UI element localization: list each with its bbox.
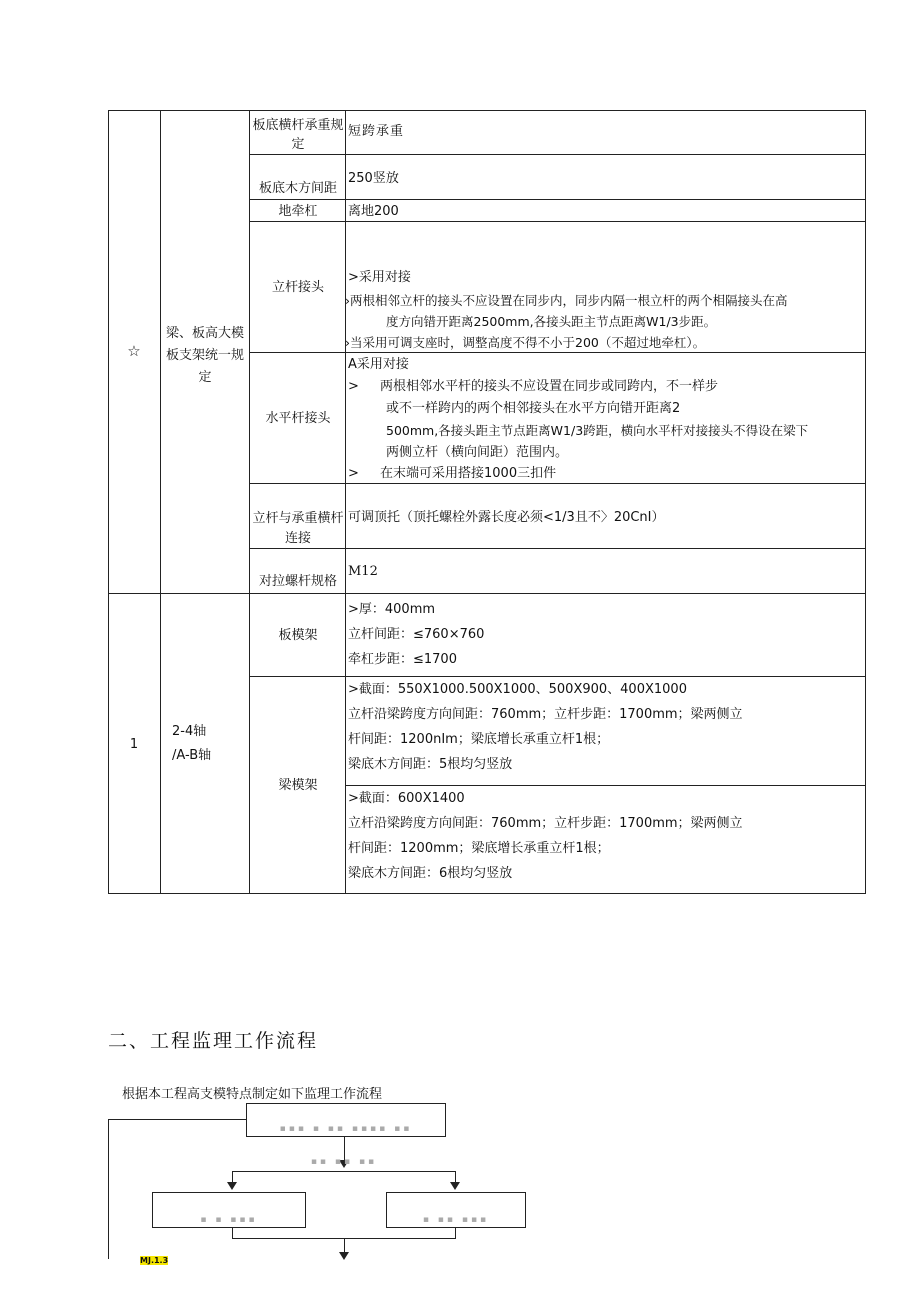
rule (249, 199, 866, 200)
rule (249, 676, 866, 677)
content-beam-b-4: 梁底木方间距：6根均匀竖放 (348, 866, 513, 881)
content-horizontal-joint-1: A采用对接 (348, 357, 409, 372)
rule (249, 483, 866, 484)
rule (108, 593, 866, 594)
item-pole-joint: 立杆接头 (271, 280, 324, 295)
content-beam-b-1: >截面：600X1400 (348, 791, 465, 806)
content-beam-a-1: >截面：550X1000.500X1000、500X900、400X1000 (348, 682, 687, 697)
item-ground-bar: 地牵杠 (278, 204, 318, 219)
flow-box-left (152, 1192, 306, 1228)
content-beam-b-3: 杆间距：1200mm；梁底增长承重立杆1根； (348, 841, 610, 856)
item-board-crossbar: 板底横杆承重规定 (252, 118, 344, 152)
flow-arrow-head (227, 1182, 237, 1190)
section1-marker: ☆ (127, 342, 141, 360)
feedback-line-top (108, 1119, 246, 1120)
content-ground-bar: 离地200 (348, 204, 399, 219)
rule (108, 110, 866, 111)
intro-text: 根据本工程高支模特点制定如下监理工作流程 (122, 1087, 383, 1102)
rule (345, 110, 346, 894)
content-horizontal-joint-5: 500mm,各接头距主节点距离W1/3跨距，横向水平杆对接接头不得设在梁下 (386, 423, 809, 438)
item-board-formwork: 板模架 (278, 628, 318, 643)
content-board-formwork-2: 立杆间距：≤760×760 (348, 627, 485, 642)
faded-label: ▪▪▪ ▪ ▪▪ ▪▪▪▪ ▪▪ (279, 1124, 413, 1134)
content-beam-a-4: 梁底木方间距：5根均匀竖放 (348, 757, 513, 772)
content-horizontal-joint-2: > (348, 379, 359, 394)
section2-marker: 1 (129, 737, 139, 752)
flow-box-right (386, 1192, 526, 1228)
section-heading: 二、工程监理工作流程 (108, 1030, 319, 1052)
content-board-formwork-1: >厚：400mm (348, 602, 436, 617)
rule (249, 221, 866, 222)
rule (108, 110, 109, 894)
rule (249, 154, 866, 155)
content-horizontal-joint-3: 两根相邻水平杆的接头不应设置在同步或同跨内，不一样步 (380, 379, 719, 394)
flow-branch-line (232, 1171, 456, 1172)
faded-label: ▪▪ ▪▪ ▪▪ (310, 1157, 378, 1167)
section1-category: 梁、板高大模板支架统一规定 (166, 326, 245, 385)
content-beam-a-2: 立杆沿梁跨度方向间距：760mm；立杆步距：1700mm；梁两侧立 (348, 707, 743, 722)
content-horizontal-joint-4: 或不一样跨内的两个相邻接头在水平方向错开距离2 (386, 401, 681, 416)
flow-merge-right (455, 1227, 456, 1239)
content-beam-a-3: 杆间距：1200nIm；梁底增长承重立杆1根； (348, 732, 610, 747)
footer-mark (140, 1256, 168, 1265)
content-pole-crossbar-connection: 可调顶托（顶托螺栓外露长度必须<1/3且不〉20CnI） (348, 510, 665, 525)
flow-arrow-head (450, 1182, 460, 1190)
rule (160, 110, 161, 894)
faded-label: ▪ ▪ ▪▪▪ (200, 1215, 258, 1225)
rule (249, 352, 866, 353)
content-beam-b-2: 立杆沿梁跨度方向间距：760mm；立杆步距：1700mm；梁两侧立 (348, 816, 743, 831)
flow-box-top (246, 1103, 446, 1137)
rule (249, 110, 250, 894)
content-board-formwork-3: 牵杠步距：≤1700 (348, 652, 457, 667)
rule (345, 785, 866, 786)
section2-category-line1: 2-4轴 (172, 724, 207, 739)
rule (108, 893, 866, 894)
rule (865, 110, 866, 894)
content-pole-joint-1: >采用对接 (348, 270, 411, 285)
content-horizontal-joint-8: 在末端可采用搭接1000三扣件 (380, 466, 557, 481)
content-board-timber-spacing: 250竖放 (348, 171, 399, 186)
content-tie-bolt-spec: M12 (348, 564, 378, 579)
item-pole-crossbar-connection: 立杆与承重横杆连接 (252, 511, 344, 546)
flow-arrow-head (339, 1252, 349, 1260)
content-horizontal-joint-6: 两侧立杆（横向间距）范围内。 (386, 445, 569, 460)
footer-mark-text: MJ.1.3 (140, 1256, 169, 1265)
item-horizontal-joint: 水平杆接头 (265, 411, 331, 426)
item-beam-formwork: 梁模架 (278, 778, 318, 793)
content-board-crossbar: 短跨承重 (348, 124, 405, 139)
content-pole-joint-4: ›当采用可调支座时，调整高度不得不小于200（不超过地牵杠）。 (345, 335, 706, 350)
flow-merge-left (232, 1227, 233, 1239)
feedback-line-left (108, 1119, 109, 1259)
content-horizontal-joint-7: > (348, 466, 359, 481)
section2-category-line2: /A-B轴 (172, 748, 212, 763)
item-board-timber-spacing: 板底木方间距 (258, 181, 337, 196)
content-pole-joint-2: ›两根相邻立杆的接头不应设置在同步内，同步内隔一根立杆的两个相隔接头在高 (345, 293, 788, 308)
content-pole-joint-3: 度方向错开距离2500mm,各接头距主节点距离W1/3步距。 (386, 314, 717, 329)
item-tie-bolt-spec: 对拉螺杆规格 (258, 574, 337, 589)
faded-label: ▪ ▪▪ ▪▪▪ (422, 1215, 490, 1225)
